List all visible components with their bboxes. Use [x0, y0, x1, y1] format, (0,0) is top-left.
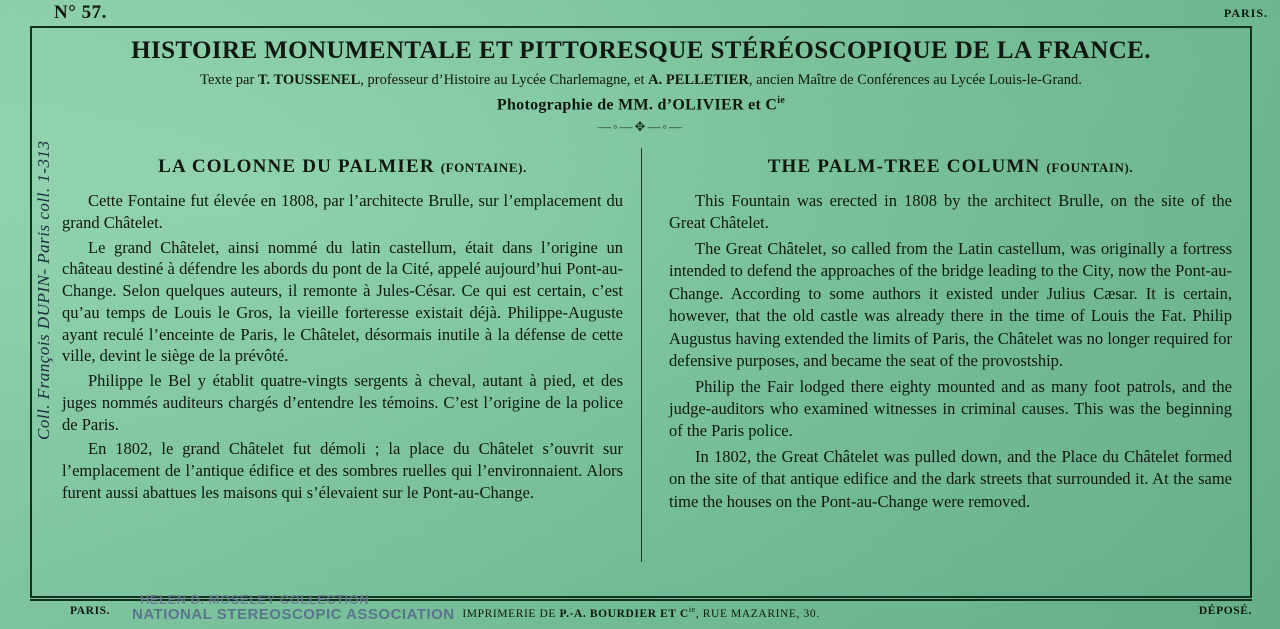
french-paragraph-1: Cette Fontaine fut élevée en 1808, par l’architecte Brulle, sur l’emplacement du grand Châtelet. [62, 191, 623, 232]
french-title-subtitle: (FONTAINE). [440, 160, 527, 175]
french-paragraph-4: En 1802, le grand Châtelet fut démoli ; la place du Châtelet s’ouvrit sur l’emplacement de l’antique édifice et des sombres ruelles qui l’environnaient. Alors furent aussi abattues les maisons qui s’élevaient sur le Pont-au-Change. [62, 439, 623, 502]
byline-mid-1: , professeur d’Histoire au Lycée Charlemagne, et [360, 72, 649, 88]
english-title-subtitle: (FOUNTAIN). [1046, 160, 1134, 175]
footer-printer-prefix: IMPRIMERIE DE [462, 607, 560, 620]
photographer-suffix: ie [777, 95, 786, 106]
footer-printer-sup: ie [688, 605, 696, 614]
column-english [641, 156, 1250, 564]
body-columns [32, 140, 1250, 564]
author-toussenel: T. TOUSSENEL [257, 72, 361, 88]
footer-printer [462, 605, 819, 620]
plate-number: N° 57. [54, 2, 107, 23]
byline-prefix: Texte par [200, 72, 258, 88]
column-french [32, 140, 641, 564]
collection-stamp-line-2: NATIONAL STEREOSCOPIC ASSOCIATION [132, 606, 455, 623]
photographer-studio: MM. d’OLIVIER et C [618, 96, 778, 114]
english-paragraph-2: The Great Châtelet, so called from the Latin castellum, was originally a fortress intended to defend the approaches of the bridge leading to the City, now the Pont-au-Change. According to some authors it existed under Julius Cæsar. It is certain, however, that the old castle was already there in the time of Louis the Fat. Philip Augustus having extended the limits of Paris, the Châtelet was no longer required for defensive purposes, and became the seat of the provostship. [669, 238, 1232, 371]
french-paragraph-2: Le grand Châtelet, ainsi nommé du latin castellum, était dans l’origine un château destiné à défendre les abords du pont de la Cité, appelé aujourd’hui Pont-au-Change. Selon quelques auteurs, il remonte à Jules-César. Ce qui est certain, c’est qu’au temps de Louis le Gros, la vieille forteresse existait déjà. Philippe-Auguste ayant reculé l’enceinte de Paris, le Châtelet, désormais inutile à la défense de cette ville, devint le siège de la prévôté. [62, 237, 623, 366]
text-frame [30, 26, 1252, 598]
header [32, 28, 1250, 135]
english-title-text: THE PALM-TREE COLUMN [767, 156, 1041, 177]
english-paragraph-4: In 1802, the Great Châtelet was pulled down, and the Place du Châtelet formed on the site of that antique edifice and the dark streets that surrounded it. At the same time the houses on the Pont-au-Change were removed. [669, 446, 1232, 511]
top-row [0, 2, 1280, 26]
ornament-divider: —◦—✥—◦— [597, 119, 685, 135]
author-pelletier: A. PELLETIER [648, 72, 749, 88]
english-paragraph-3: Philip the Fair lodged there eighty mounted and as many foot patrols, and the judge-auditors who examined witnesses in criminal causes. This was the beginning of the Paris police. [669, 376, 1232, 441]
english-paragraph-1: This Fountain was erected in 1808 by the architect Brulle, on the site of the Great Châtelet. [669, 191, 1232, 233]
footer-printer-address: , RUE MAZARINE, 30. [695, 607, 820, 620]
photographer-prefix: Photographie de [496, 96, 619, 114]
plate-city: PARIS. [1223, 6, 1268, 20]
french-title-text: LA COLONNE DU PALMIER [158, 156, 435, 177]
byline [32, 72, 1250, 89]
french-paragraph-3: Philippe le Bel y établit quatre-vingts sergents à cheval, autant à pied, et des juges nommés auditeurs chargés d’entendre les témoins. C’est l’origine de la police de Paris. [62, 371, 623, 434]
footer-city: PARIS. [70, 605, 111, 617]
footer-deposit: DÉPOSÉ. [1198, 605, 1252, 617]
handwritten-collection-note: Coll. François DUPIN- Paris coll. 1-313 [34, 140, 53, 440]
footer-printer-name: P.-A. BOURDIER ET C [559, 607, 689, 620]
byline-mid-2: , ancien Maître de Conférences au Lycée Louis-le-Grand. [748, 72, 1082, 88]
collection-stamp-line-1: HELEN D. MOSELEY COLLECTION [140, 592, 370, 607]
main-title: HISTOIRE MONUMENTALE ET PITTORESQUE STÉRÉOSCOPIQUE DE LA FRANCE. [131, 37, 1151, 64]
french-column-title [62, 156, 623, 178]
photographer-line [32, 95, 1250, 114]
english-column-title [669, 156, 1232, 178]
